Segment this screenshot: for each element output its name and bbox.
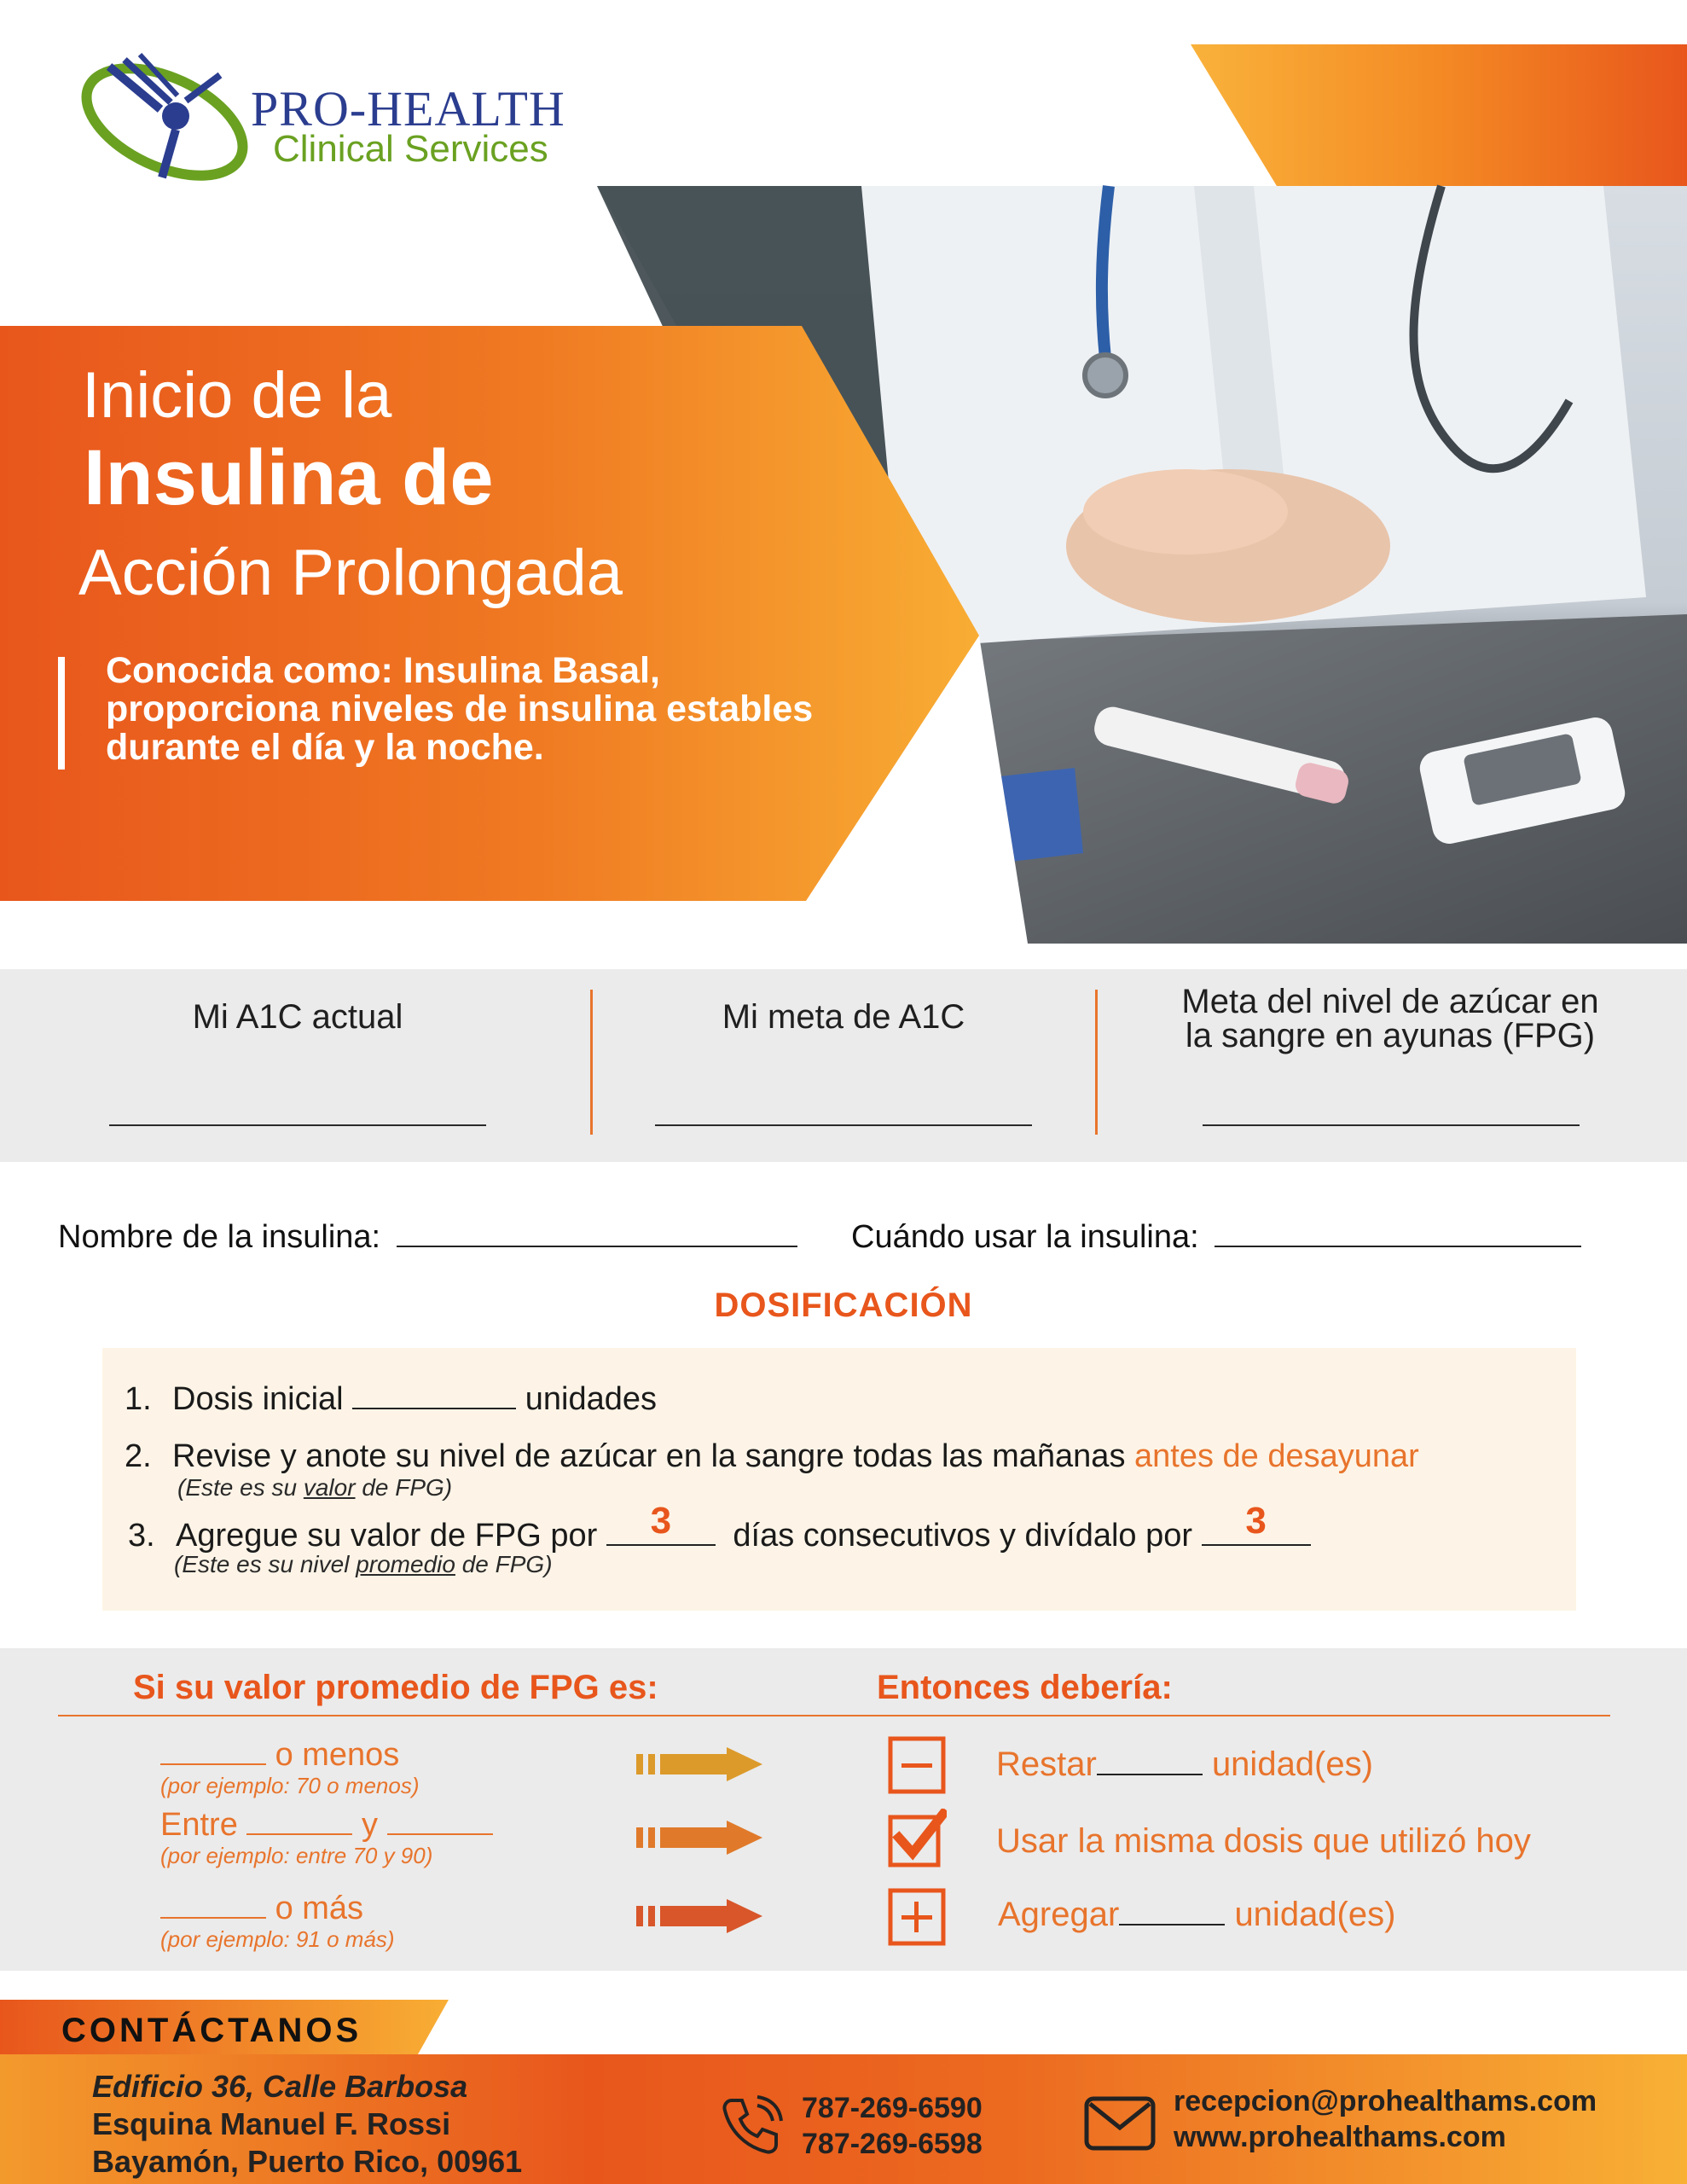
dosing-step-3 [128,1500,1311,1554]
row-1-threshold-field[interactable] [160,1738,266,1765]
row-2-condition [160,1807,493,1844]
step-3-number: 3. [128,1518,155,1554]
initial-dose-field[interactable] [352,1379,516,1409]
a1c-goal-label: Mi meta de A1C [722,998,965,1036]
step-3-text-a: Agregue su valor de FPG por [176,1518,598,1554]
envelope-icon [1083,2095,1157,2152]
row-3-condition [160,1891,363,1927]
days-value: 3 [650,1500,672,1542]
intro-accent-bar [58,657,65,770]
fpg-goal-col [1143,969,1638,1162]
title-line-2: Insulina de [84,434,494,521]
row-2-example: (por ejemplo: entre 70 y 90) [160,1843,433,1868]
dosing-heading: DOSIFICACIÓN [714,1287,973,1324]
step-3-text-b: días consecutivos y divídalo por [733,1518,1193,1554]
insulin-name-row [58,1218,797,1256]
row-2-condition-text-b: y [361,1807,378,1843]
row-2-action: Usar la misma dosis que utilizó hoy [996,1822,1531,1860]
step-1-units: unidades [525,1381,657,1417]
a1c-current-label: Mi A1C actual [192,998,403,1036]
step-3-note-pre: (Este es su nivel [174,1551,350,1577]
plus-box-icon [887,1887,947,1947]
logo-swoosh-icon [75,41,263,203]
row-2-high-field[interactable] [387,1808,493,1835]
fpg-goal-label-1: Meta del nivel de azúcar en [1181,983,1599,1020]
step-3-note [174,1551,553,1578]
intro-text [106,652,925,767]
address-line-2: Esquina Manuel F. Rossi [92,2106,451,2141]
row-1-units-field[interactable] [1097,1748,1203,1775]
row-3-threshold-field[interactable] [160,1891,266,1919]
fpg-left-header: Si su valor promedio de FPG es: [133,1669,658,1706]
step-2-number: 2. [125,1438,152,1474]
address-line-3: Bayamón, Puerto Rico, 00961 [92,2144,523,2179]
intro-line-1: Conocida como: Insulina Basal, [106,650,660,691]
days-field[interactable] [606,1500,716,1546]
pro-health-logo [75,41,587,203]
brand-name: PRO-HEALTH [251,81,565,136]
row-3-action-text-a: Agregar [998,1896,1120,1933]
checkmark-box-icon [887,1809,947,1868]
fpg-header-rule [58,1715,1610,1716]
row-1-action [996,1745,1373,1784]
step-1-number: 1. [125,1381,152,1417]
a1c-goal-col [655,969,1032,1162]
row-3-example: (por ejemplo: 91 o más) [160,1926,395,1952]
address-line-1: Edificio 36, Calle Barbosa [92,2069,468,2104]
minus-box-icon [887,1735,947,1795]
insulin-when-field[interactable] [1215,1218,1581,1247]
row-1-action-text-a: Restar [996,1745,1097,1783]
row-2-arrow-icon [636,1821,762,1855]
row-3-condition-text: o más [275,1891,364,1926]
step-2-text: Revise y anote su nivel de azúcar en la sangre todas las mañanas [172,1438,1126,1474]
row-3-units-field[interactable] [1119,1898,1225,1926]
step-2-note-pre: (Este es su [177,1474,298,1501]
step-2-note [177,1474,452,1502]
row-2-condition-text-a: Entre [160,1807,238,1843]
row-1-condition [160,1737,399,1774]
row-1-condition-text: o menos [275,1737,400,1773]
a1c-divider-2 [1095,990,1098,1135]
row-3-action [998,1896,1395,1934]
row-1-arrow-icon [636,1747,762,1781]
step-3-note-underlined: promedio [356,1551,455,1577]
insulin-name-label: Nombre de la insulina: [58,1219,381,1255]
divide-field[interactable] [1202,1500,1311,1546]
brand-subtitle: Clinical Services [273,128,548,170]
contact-website[interactable]: www.prohealthams.com [1174,2121,1506,2153]
contact-address [92,2068,522,2181]
contact-online [1174,2083,1597,2155]
row-3-action-text-b: unidad(es) [1234,1896,1396,1933]
contact-title: CONTÁCTANOS [61,2012,362,2049]
intro-line-3: durante el día y la noche. [106,727,544,768]
insulin-name-field[interactable] [397,1218,797,1247]
fpg-right-header: Entonces debería: [877,1669,1173,1706]
intro-line-2: proporciona niveles de insulina estables [106,688,814,729]
fpg-goal-label-2: la sangre en ayunas (FPG) [1185,1017,1596,1054]
phone-1[interactable]: 787-269-6590 [802,2092,983,2124]
a1c-current-field[interactable] [109,1124,486,1126]
dosing-step-1 [125,1379,657,1418]
a1c-divider-1 [590,990,593,1135]
insulin-when-label: Cuándo usar la insulina: [851,1219,1199,1255]
step-1-text: Dosis inicial [172,1381,344,1417]
row-1-action-text-b: unidad(es) [1211,1745,1373,1783]
insulin-when-row [851,1218,1581,1256]
step-2-note-underlined: valor [303,1474,356,1501]
step-3-note-post: de FPG) [461,1551,553,1577]
row-1-example: (por ejemplo: 70 o menos) [160,1773,420,1798]
contact-email[interactable]: recepcion@prohealthams.com [1174,2085,1597,2117]
dosing-step-2 [125,1438,1419,1475]
divide-value: 3 [1245,1500,1267,1542]
a1c-current-col [109,969,486,1162]
phone-2[interactable]: 787-269-6598 [802,2128,983,2160]
fpg-goal-field[interactable] [1203,1124,1580,1126]
contact-phones [802,2090,983,2162]
step-2-accent: antes de desayunar [1134,1438,1419,1474]
phone-icon [720,2094,783,2157]
hero-section [0,0,1687,947]
a1c-band [0,969,1687,1162]
title-line-1: Inicio de la [82,359,392,432]
row-2-low-field[interactable] [246,1808,352,1835]
a1c-goal-field[interactable] [655,1124,1032,1126]
title-line-3: Acción Prolongada [78,537,623,609]
step-2-note-post: de FPG) [362,1474,453,1501]
row-3-arrow-icon [636,1899,762,1933]
